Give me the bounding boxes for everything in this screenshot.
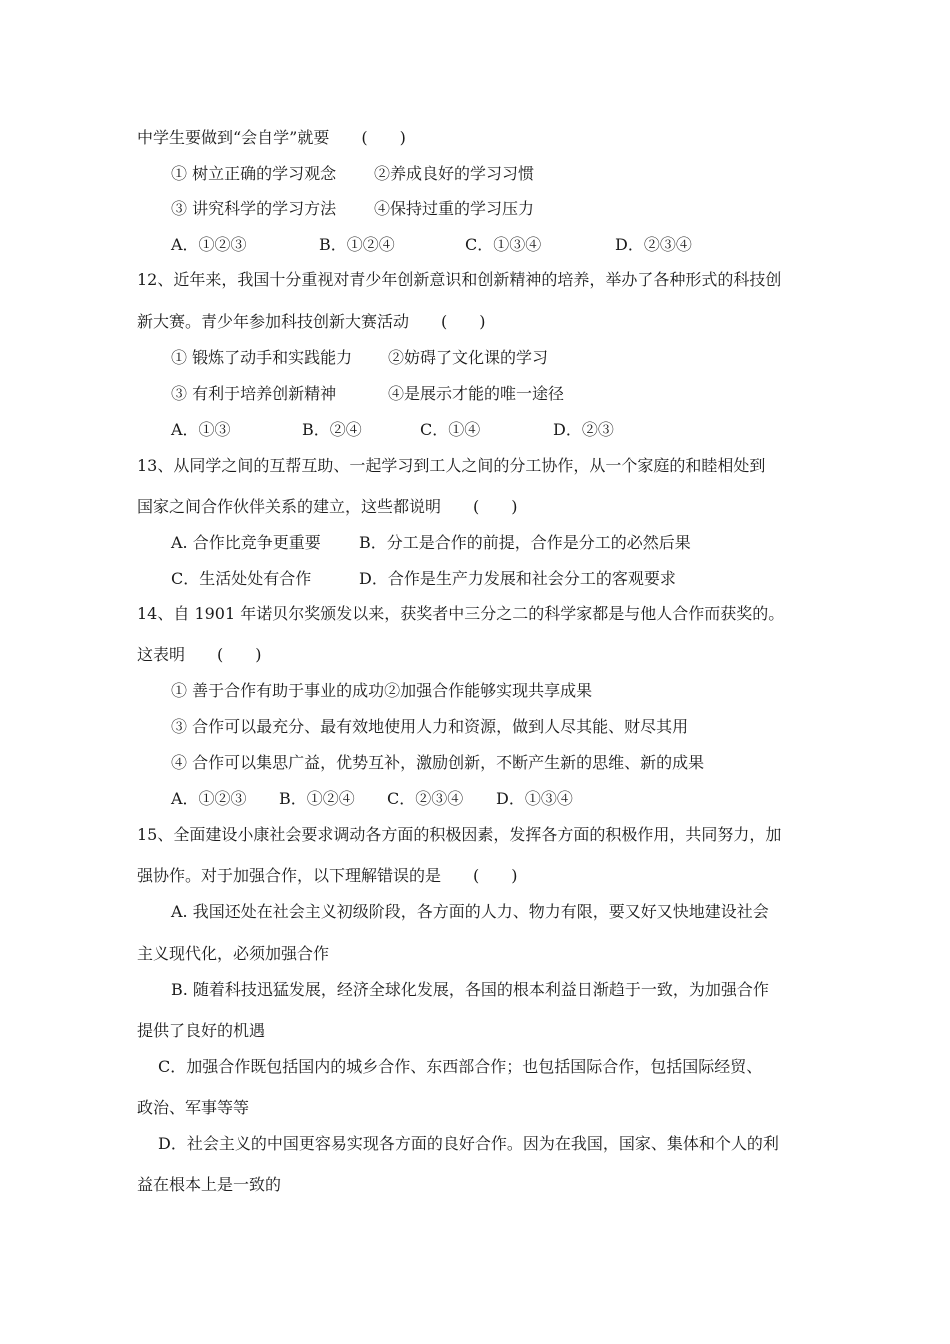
q12-statements-row2 — [171, 383, 564, 405]
q13-stem-line2: 国家之间合作伙伴关系的建立，这些都说明 ( ) — [137, 497, 518, 516]
q14-option-c: C．②③④ — [387, 789, 464, 808]
q14-option-d: D．①③④ — [496, 789, 573, 808]
q12-option-b: B．②④ — [302, 420, 362, 439]
q13-options-row1 — [171, 532, 691, 554]
q13-option-a: A. 合作比竞争更重要 — [171, 533, 321, 552]
q12-option-c: C．①④ — [420, 420, 481, 439]
q11-statement-2: ②养成良好的学习习惯 — [374, 164, 535, 183]
q12-statement-3: ③ 有利于培养创新精神 — [171, 384, 337, 403]
q12-stem-line1: 12、近年来，我国十分重视对青少年创新意识和创新精神的培养，举办了各种形式的科技创 — [137, 270, 782, 289]
q11-stem: 中学生要做到“会自学”就要 ( ) — [137, 128, 406, 147]
q15-option-a-line1: A. 我国还处在社会主义初级阶段，各方面的人力、物力有限，要又好又快地建设社会 — [171, 902, 769, 921]
q14-stem-line1: 14、自 1901 年诺贝尔奖颁发以来，获奖者中三分之二的科学家都是与他人合作而获奖的。 — [137, 604, 785, 623]
q11-statements-row2 — [171, 198, 534, 220]
q13-options-row2 — [171, 568, 676, 590]
q11-option-d: D．②③④ — [615, 235, 692, 254]
q15-option-c-line2: 政治、军事等等 — [137, 1098, 250, 1117]
q15-option-b-line2: 提供了良好的机遇 — [137, 1021, 266, 1040]
q13-stem-line1: 13、从同学之间的互帮互助、一起学习到工人之间的分工协作，从一个家庭的和睦相处到 — [137, 456, 766, 475]
q15-option-d-line1: D．社会主义的中国更容易实现各方面的良好合作。因为在我国，国家、集体和个人的利 — [158, 1134, 779, 1153]
q11-statement-3: ③ 讲究科学的学习方法 — [171, 199, 337, 218]
q11-option-a: A．①②③ — [171, 235, 247, 254]
q12-options — [171, 419, 614, 441]
q11-statement-1: ① 树立正确的学习观念 — [171, 164, 337, 183]
q12-statement-2: ②妨碍了文化课的学习 — [388, 348, 549, 367]
q14-option-b: B．①②④ — [279, 789, 355, 808]
q13-option-b: B．分工是合作的前提，合作是分工的必然后果 — [359, 533, 691, 552]
q15-stem-line2: 强协作。对于加强合作，以下理解错误的是 ( ) — [137, 866, 518, 885]
q13-option-c: C．生活处处有合作 — [171, 569, 312, 588]
q12-option-a: A．①③ — [171, 420, 231, 439]
q12-stem-line2: 新大赛。青少年参加科技创新大赛活动 ( ) — [137, 312, 486, 331]
q12-statement-1: ① 锻炼了动手和实践能力 — [171, 348, 353, 367]
q15-option-c-line1: C．加强合作既包括国内的城乡合作、东西部合作；也包括国际合作，包括国际经贸、 — [158, 1057, 763, 1076]
q11-statements-row1 — [171, 163, 534, 185]
q14-option-a: A．①②③ — [171, 789, 247, 808]
q11-option-c: C．①③④ — [465, 235, 542, 254]
q14-stem-line2: 这表明 ( ) — [137, 645, 262, 664]
q11-option-b: B．①②④ — [319, 235, 395, 254]
q14-statement-3: ③ 合作可以最充分、最有效地使用人力和资源，做到人尽其能、财尽其用 — [171, 717, 689, 736]
q12-statements-row1 — [171, 347, 548, 369]
q12-statement-4: ④是展示才能的唯一途径 — [388, 384, 565, 403]
q15-option-d-line2: 益在根本上是一致的 — [137, 1175, 282, 1194]
q11-options — [171, 234, 692, 256]
q12-option-d: D．②③ — [553, 420, 614, 439]
q13-option-d: D．合作是生产力发展和社会分工的客观要求 — [359, 569, 676, 588]
q15-option-b-line1: B. 随着科技迅猛发展，经济全球化发展，各国的根本利益日渐趋于一致，为加强合作 — [171, 980, 769, 999]
q14-statement-4: ④ 合作可以集思广益，优势互补，激励创新，不断产生新的思维、新的成果 — [171, 753, 705, 772]
q14-options — [171, 788, 573, 810]
q15-stem-line1: 15、全面建设小康社会要求调动各方面的积极因素，发挥各方面的积极作用，共同努力，加 — [137, 825, 782, 844]
q14-statements-1-2: ① 善于合作有助于事业的成功②加强合作能够实现共享成果 — [171, 681, 593, 700]
q11-statement-4: ④保持过重的学习压力 — [374, 199, 535, 218]
q15-option-a-line2: 主义现代化，必须加强合作 — [137, 944, 330, 963]
